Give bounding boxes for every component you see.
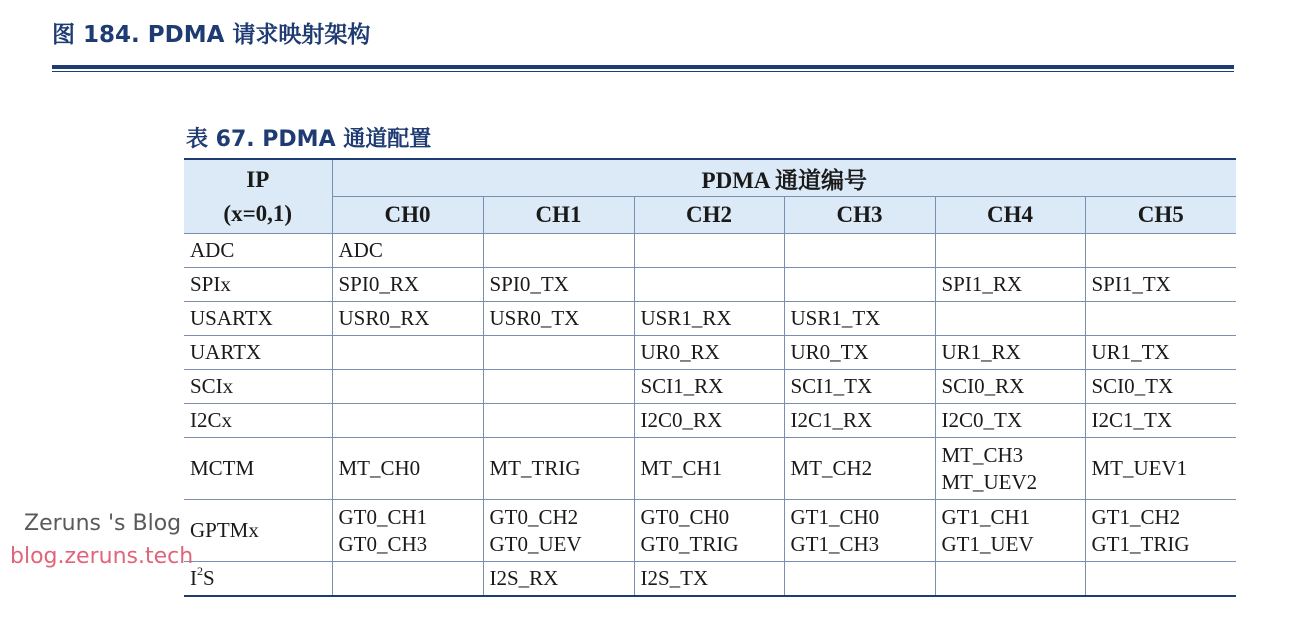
channel-cell (483, 562, 634, 597)
channel-cell (935, 438, 1085, 500)
watermark-blog-url: blog.zeruns.tech (10, 544, 194, 569)
channel-cell (784, 438, 935, 500)
ip-name: I (190, 566, 197, 590)
signal-name: I2S_TX (640, 566, 709, 590)
channel-cell (1085, 336, 1236, 370)
channel-cell (1085, 268, 1236, 302)
signal-name: I2C1_TX (1091, 408, 1172, 432)
signal-name: GT0_CH3 (338, 531, 428, 556)
ip-name-cell (184, 268, 332, 302)
ip-name-cell (184, 500, 332, 562)
table-row (184, 438, 1236, 500)
signal-name: SCI1_TX (790, 374, 873, 398)
channel-cell (483, 268, 634, 302)
signal-name: USR0_RX (338, 306, 430, 330)
table-row (184, 404, 1236, 438)
channel-cell (634, 234, 784, 268)
channel-cell (1085, 302, 1236, 336)
channel-cell (1085, 500, 1236, 562)
signal-name: USR1_TX (790, 306, 881, 330)
channel-cell (784, 500, 935, 562)
channel-cell (935, 336, 1085, 370)
signal-name: UR0_TX (790, 340, 869, 364)
signal-name: MT_UEV2 (941, 469, 1038, 494)
channel-cell (483, 302, 634, 336)
ip-name: SCIx (190, 374, 234, 398)
signal-name: GT1_UEV (941, 531, 1034, 556)
signal-name: SCI1_RX (640, 374, 724, 398)
ip-name-cell (184, 302, 332, 336)
signal-name: ADC (338, 238, 383, 262)
ip-column-header (184, 159, 332, 234)
watermark-blog-name: Zeruns 's Blog (24, 511, 182, 536)
signal-name: GT0_CH0 (640, 504, 730, 529)
figure-title: 图 184. PDMA 请求映射架构 (52, 22, 371, 48)
channel-cell (784, 336, 935, 370)
signal-name: GT0_CH2 (489, 504, 579, 529)
signal-name: SPI0_TX (489, 272, 569, 296)
signal-name: GT1_CH1 (941, 504, 1031, 529)
table-row (184, 562, 1236, 597)
table-row (184, 336, 1236, 370)
channel-cell (634, 500, 784, 562)
signal-name: GT0_CH1 (338, 504, 428, 529)
signal-name: SPI1_RX (941, 272, 1023, 296)
channel-cell (332, 500, 483, 562)
channel-cell (935, 370, 1085, 404)
channel-header-ch0: CH0 (332, 197, 483, 234)
channel-cell (1085, 370, 1236, 404)
title-rule-thin (52, 71, 1234, 72)
signal-name: MT_CH0 (338, 456, 421, 480)
channel-cell (634, 268, 784, 302)
channel-cell (332, 438, 483, 500)
ip-name: USARTX (190, 306, 273, 330)
channel-cell (935, 234, 1085, 268)
channel-cell (784, 370, 935, 404)
signal-name: SCI0_TX (1091, 374, 1174, 398)
channel-cell (935, 302, 1085, 336)
ip-name: SPIx (190, 272, 231, 296)
ip-header-line1: IP (246, 166, 270, 192)
channel-cell (935, 404, 1085, 438)
signal-name: I2S_RX (489, 566, 559, 590)
channel-header-ch4: CH4 (935, 197, 1085, 234)
table-row (184, 234, 1236, 268)
channel-cell (784, 234, 935, 268)
ip-name-cell (184, 234, 332, 268)
ip-name: MCTM (190, 456, 255, 480)
channel-cell (332, 302, 483, 336)
ip-name-superscript: 2 (197, 564, 203, 578)
channel-cell (784, 268, 935, 302)
channel-cell (634, 370, 784, 404)
signal-name: SPI0_RX (338, 272, 420, 296)
signal-name: GT1_TRIG (1091, 531, 1190, 556)
channel-cell (634, 438, 784, 500)
channel-cell (784, 404, 935, 438)
signal-name: I2C0_RX (640, 408, 723, 432)
ip-name-cell (184, 336, 332, 370)
table-row (184, 370, 1236, 404)
signal-name: SCI0_RX (941, 374, 1025, 398)
signal-name: MT_CH1 (640, 456, 723, 480)
channel-cell (634, 404, 784, 438)
title-rule-thick (52, 65, 1234, 69)
signal-name: USR1_RX (640, 306, 732, 330)
signal-name: GT1_CH2 (1091, 504, 1181, 529)
signal-name: GT1_CH0 (790, 504, 880, 529)
table-row (184, 302, 1236, 336)
channel-cell (1085, 404, 1236, 438)
ip-name: GPTMx (190, 518, 259, 542)
signal-name: MT_TRIG (489, 456, 581, 480)
channel-cell (332, 268, 483, 302)
table-row (184, 268, 1236, 302)
channel-group-header: PDMA 通道编号 (332, 159, 1236, 197)
ip-header-line2: (x=0,1) (223, 200, 293, 226)
table-row (184, 500, 1236, 562)
channel-cell (483, 234, 634, 268)
ip-name: UARTX (190, 340, 262, 364)
signal-name: UR0_RX (640, 340, 720, 364)
signal-name: SPI1_TX (1091, 272, 1171, 296)
channel-cell (483, 500, 634, 562)
channel-cell (1085, 234, 1236, 268)
channel-cell (784, 562, 935, 597)
table-title: 表 67. PDMA 通道配置 (186, 127, 432, 152)
signal-name: MT_UEV1 (1091, 456, 1188, 480)
ip-name-cell (184, 404, 332, 438)
channel-cell (784, 302, 935, 336)
signal-name: I2C0_TX (941, 408, 1022, 432)
channel-header-ch3: CH3 (784, 197, 935, 234)
channel-cell (935, 268, 1085, 302)
ip-name: ADC (190, 238, 235, 262)
signal-name: MT_CH3 (941, 442, 1024, 467)
channel-cell (332, 562, 483, 597)
channel-cell (1085, 438, 1236, 500)
channel-header-ch2: CH2 (634, 197, 784, 234)
ip-name-cell (184, 438, 332, 500)
signal-name: GT1_CH3 (790, 531, 880, 556)
ip-name: I2Cx (190, 408, 232, 432)
signal-name: UR1_TX (1091, 340, 1170, 364)
channel-cell (1085, 562, 1236, 597)
ip-name-cell (184, 562, 332, 597)
signal-name: GT0_TRIG (640, 531, 739, 556)
channel-cell (634, 302, 784, 336)
signal-name: GT0_UEV (489, 531, 582, 556)
channel-cell (483, 404, 634, 438)
signal-name: MT_CH2 (790, 456, 873, 480)
signal-name: UR1_RX (941, 340, 1021, 364)
channel-cell (332, 336, 483, 370)
channel-cell (483, 370, 634, 404)
channel-header-ch5: CH5 (1085, 197, 1236, 234)
ip-name-tail: S (203, 566, 215, 590)
channel-header-ch1: CH1 (483, 197, 634, 234)
channel-cell (935, 500, 1085, 562)
channel-cell (332, 370, 483, 404)
channel-cell (483, 336, 634, 370)
signal-name: I2C1_RX (790, 408, 873, 432)
signal-name: USR0_TX (489, 306, 580, 330)
channel-cell (483, 438, 634, 500)
ip-name-cell (184, 370, 332, 404)
pdma-channel-table (184, 158, 1236, 597)
channel-cell (634, 562, 784, 597)
channel-cell (332, 234, 483, 268)
channel-cell (935, 562, 1085, 597)
channel-cell (332, 404, 483, 438)
channel-cell (634, 336, 784, 370)
